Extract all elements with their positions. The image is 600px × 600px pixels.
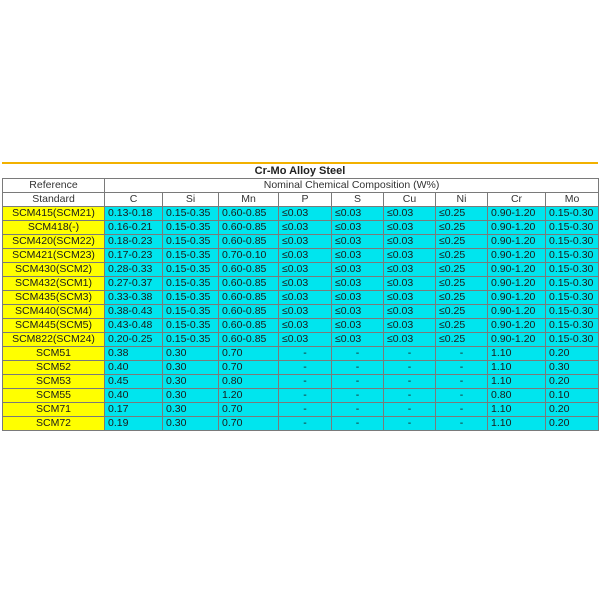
value-cell: 0.60-0.85 (219, 277, 279, 291)
value-cell: ≤0.03 (332, 263, 384, 277)
value-cell: - (332, 361, 384, 375)
value-cell: - (279, 347, 332, 361)
value-cell: 1.10 (488, 347, 546, 361)
value-cell: ≤0.03 (384, 319, 436, 333)
table-row (3, 319, 599, 333)
value-cell: 0.30 (163, 361, 219, 375)
value-cell: 0.15-0.30 (546, 319, 599, 333)
value-cell: - (436, 417, 488, 431)
value-cell: 0.20 (546, 375, 599, 389)
value-cell: - (384, 389, 436, 403)
value-cell: ≤0.03 (279, 305, 332, 319)
value-cell: 0.80 (219, 375, 279, 389)
value-cell: 0.15-0.35 (163, 333, 219, 347)
table-row (3, 403, 599, 417)
standard-cell: SCM440(SCM4) (3, 305, 105, 319)
value-cell: 0.60-0.85 (219, 263, 279, 277)
value-cell: 0.33-0.38 (105, 291, 163, 305)
standard-cell: SCM430(SCM2) (3, 263, 105, 277)
value-cell: 0.70 (219, 361, 279, 375)
value-cell: - (384, 375, 436, 389)
reference-standard-header-2: Standard (3, 193, 105, 207)
value-cell: ≤0.03 (384, 235, 436, 249)
value-cell: 0.15-0.30 (546, 221, 599, 235)
value-cell: 0.20 (546, 347, 599, 361)
value-cell: - (436, 389, 488, 403)
value-cell: ≤0.25 (436, 291, 488, 305)
standard-cell: SCM822(SCM24) (3, 333, 105, 347)
value-cell: - (384, 347, 436, 361)
standard-cell: SCM53 (3, 375, 105, 389)
table-row (3, 263, 599, 277)
standard-cell: SCM420(SCM22) (3, 235, 105, 249)
value-cell: 0.70 (219, 403, 279, 417)
element-header-cu: Cu (384, 193, 436, 207)
value-cell: ≤0.03 (332, 249, 384, 263)
value-cell: 0.60-0.85 (219, 333, 279, 347)
value-cell: 0.60-0.85 (219, 207, 279, 221)
table-row (3, 305, 599, 319)
value-cell: 0.70 (219, 417, 279, 431)
value-cell: 0.43-0.48 (105, 319, 163, 333)
value-cell: ≤0.03 (332, 277, 384, 291)
value-cell: ≤0.03 (332, 235, 384, 249)
value-cell: 0.15-0.30 (546, 235, 599, 249)
value-cell: 0.40 (105, 389, 163, 403)
value-cell: ≤0.25 (436, 277, 488, 291)
value-cell: ≤0.03 (279, 319, 332, 333)
header-row-2 (3, 193, 599, 207)
value-cell: 1.10 (488, 361, 546, 375)
value-cell: 0.90-1.20 (488, 277, 546, 291)
value-cell: ≤0.03 (384, 263, 436, 277)
value-cell: - (436, 403, 488, 417)
value-cell: 0.70-0.10 (219, 249, 279, 263)
value-cell: 0.90-1.20 (488, 319, 546, 333)
value-cell: 0.16-0.21 (105, 221, 163, 235)
value-cell: 0.90-1.20 (488, 263, 546, 277)
table-row (3, 375, 599, 389)
table-title: Cr-Mo Alloy Steel (2, 162, 598, 178)
value-cell: 0.10 (546, 389, 599, 403)
table-row (3, 207, 599, 221)
value-cell: ≤0.03 (332, 291, 384, 305)
value-cell: 0.15-0.30 (546, 333, 599, 347)
standard-cell: SCM421(SCM23) (3, 249, 105, 263)
value-cell: ≤0.25 (436, 333, 488, 347)
value-cell: - (332, 389, 384, 403)
standard-cell: SCM418(-) (3, 221, 105, 235)
value-cell: - (279, 403, 332, 417)
value-cell: - (332, 375, 384, 389)
element-header-mo: Mo (546, 193, 599, 207)
value-cell: ≤0.03 (332, 207, 384, 221)
value-cell: 0.15-0.35 (163, 277, 219, 291)
value-cell: 0.45 (105, 375, 163, 389)
value-cell: ≤0.03 (279, 277, 332, 291)
value-cell: 0.30 (546, 361, 599, 375)
standard-cell: SCM445(SCM5) (3, 319, 105, 333)
value-cell: ≤0.03 (332, 333, 384, 347)
reference-standard-header: Reference (3, 179, 105, 193)
value-cell: 0.90-1.20 (488, 249, 546, 263)
standard-cell: SCM432(SCM1) (3, 277, 105, 291)
value-cell: 0.60-0.85 (219, 319, 279, 333)
value-cell: - (436, 375, 488, 389)
standard-cell: SCM71 (3, 403, 105, 417)
value-cell: 0.70 (219, 347, 279, 361)
value-cell: 1.20 (219, 389, 279, 403)
value-cell: - (279, 361, 332, 375)
table-row (3, 347, 599, 361)
value-cell: ≤0.03 (279, 207, 332, 221)
value-cell: 0.90-1.20 (488, 305, 546, 319)
value-cell: ≤0.03 (384, 249, 436, 263)
value-cell: ≤0.25 (436, 263, 488, 277)
value-cell: ≤0.25 (436, 235, 488, 249)
value-cell: ≤0.03 (279, 221, 332, 235)
value-cell: - (332, 403, 384, 417)
table-row (3, 417, 599, 431)
value-cell: - (332, 347, 384, 361)
value-cell: ≤0.03 (384, 291, 436, 305)
table-row (3, 221, 599, 235)
standard-cell: SCM51 (3, 347, 105, 361)
value-cell: - (279, 417, 332, 431)
value-cell: 0.20 (546, 417, 599, 431)
value-cell: 0.15-0.35 (163, 305, 219, 319)
value-cell: ≤0.03 (279, 291, 332, 305)
value-cell: 0.20 (546, 403, 599, 417)
value-cell: 0.60-0.85 (219, 221, 279, 235)
value-cell: ≤0.03 (279, 333, 332, 347)
value-cell: 0.60-0.85 (219, 235, 279, 249)
table-row (3, 389, 599, 403)
standard-cell: SCM415(SCM21) (3, 207, 105, 221)
composition-table (2, 178, 599, 431)
element-header-p: P (279, 193, 332, 207)
table-row (3, 249, 599, 263)
value-cell: 0.19 (105, 417, 163, 431)
table-row (3, 235, 599, 249)
value-cell: 0.38 (105, 347, 163, 361)
value-cell: 0.15-0.35 (163, 263, 219, 277)
value-cell: - (384, 417, 436, 431)
value-cell: 0.90-1.20 (488, 333, 546, 347)
value-cell: 0.15-0.35 (163, 319, 219, 333)
value-cell: ≤0.25 (436, 319, 488, 333)
value-cell: ≤0.03 (279, 263, 332, 277)
value-cell: 0.13-0.18 (105, 207, 163, 221)
value-cell: 0.15-0.35 (163, 235, 219, 249)
value-cell: ≤0.03 (332, 221, 384, 235)
value-cell: 0.30 (163, 417, 219, 431)
value-cell: 0.30 (163, 403, 219, 417)
value-cell: 0.17 (105, 403, 163, 417)
value-cell: ≤0.03 (384, 221, 436, 235)
value-cell: ≤0.03 (279, 249, 332, 263)
table-row (3, 291, 599, 305)
value-cell: 0.30 (163, 347, 219, 361)
spreadsheet (2, 162, 598, 431)
value-cell: - (384, 361, 436, 375)
value-cell: 0.28-0.33 (105, 263, 163, 277)
value-cell: - (279, 375, 332, 389)
value-cell: 0.30 (163, 389, 219, 403)
standard-cell: SCM72 (3, 417, 105, 431)
value-cell: 0.15-0.30 (546, 207, 599, 221)
value-cell: 1.10 (488, 375, 546, 389)
value-cell: ≤0.03 (332, 319, 384, 333)
table-row (3, 333, 599, 347)
value-cell: ≤0.03 (384, 207, 436, 221)
value-cell: 0.60-0.85 (219, 305, 279, 319)
value-cell: 0.80 (488, 389, 546, 403)
value-cell: 0.20-0.25 (105, 333, 163, 347)
value-cell: - (332, 417, 384, 431)
value-cell: 0.60-0.85 (219, 291, 279, 305)
value-cell: 0.90-1.20 (488, 291, 546, 305)
value-cell: 0.18-0.23 (105, 235, 163, 249)
value-cell: ≤0.03 (384, 333, 436, 347)
value-cell: - (279, 389, 332, 403)
value-cell: 0.15-0.30 (546, 291, 599, 305)
value-cell: ≤0.25 (436, 207, 488, 221)
value-cell: 0.15-0.35 (163, 249, 219, 263)
value-cell: 0.15-0.30 (546, 249, 599, 263)
table-row (3, 277, 599, 291)
value-cell: 1.10 (488, 417, 546, 431)
header-row-1 (3, 179, 599, 193)
value-cell: ≤0.03 (279, 235, 332, 249)
value-cell: 0.15-0.35 (163, 207, 219, 221)
value-cell: 0.15-0.35 (163, 291, 219, 305)
element-header-mn: Mn (219, 193, 279, 207)
value-cell: 0.90-1.20 (488, 207, 546, 221)
value-cell: 0.15-0.30 (546, 277, 599, 291)
value-cell: 0.90-1.20 (488, 235, 546, 249)
element-header-cr: Cr (488, 193, 546, 207)
element-header-ni: Ni (436, 193, 488, 207)
value-cell: ≤0.25 (436, 221, 488, 235)
value-cell: 0.17-0.23 (105, 249, 163, 263)
value-cell: 0.15-0.30 (546, 305, 599, 319)
value-cell: - (436, 347, 488, 361)
composition-header: Nominal Chemical Composition (W%) (105, 179, 599, 193)
value-cell: 0.15-0.35 (163, 221, 219, 235)
element-header-s: S (332, 193, 384, 207)
value-cell: ≤0.03 (384, 305, 436, 319)
value-cell: - (384, 403, 436, 417)
value-cell: 0.40 (105, 361, 163, 375)
value-cell: 0.90-1.20 (488, 221, 546, 235)
value-cell: 0.30 (163, 375, 219, 389)
value-cell: 1.10 (488, 403, 546, 417)
value-cell: ≤0.03 (384, 277, 436, 291)
value-cell: ≤0.25 (436, 305, 488, 319)
standard-cell: SCM52 (3, 361, 105, 375)
table-row (3, 361, 599, 375)
value-cell: - (436, 361, 488, 375)
value-cell: 0.38-0.43 (105, 305, 163, 319)
value-cell: ≤0.25 (436, 249, 488, 263)
element-header-si: Si (163, 193, 219, 207)
value-cell: 0.27-0.37 (105, 277, 163, 291)
value-cell: 0.15-0.30 (546, 263, 599, 277)
standard-cell: SCM435(SCM3) (3, 291, 105, 305)
value-cell: ≤0.03 (332, 305, 384, 319)
standard-cell: SCM55 (3, 389, 105, 403)
element-header-c: C (105, 193, 163, 207)
